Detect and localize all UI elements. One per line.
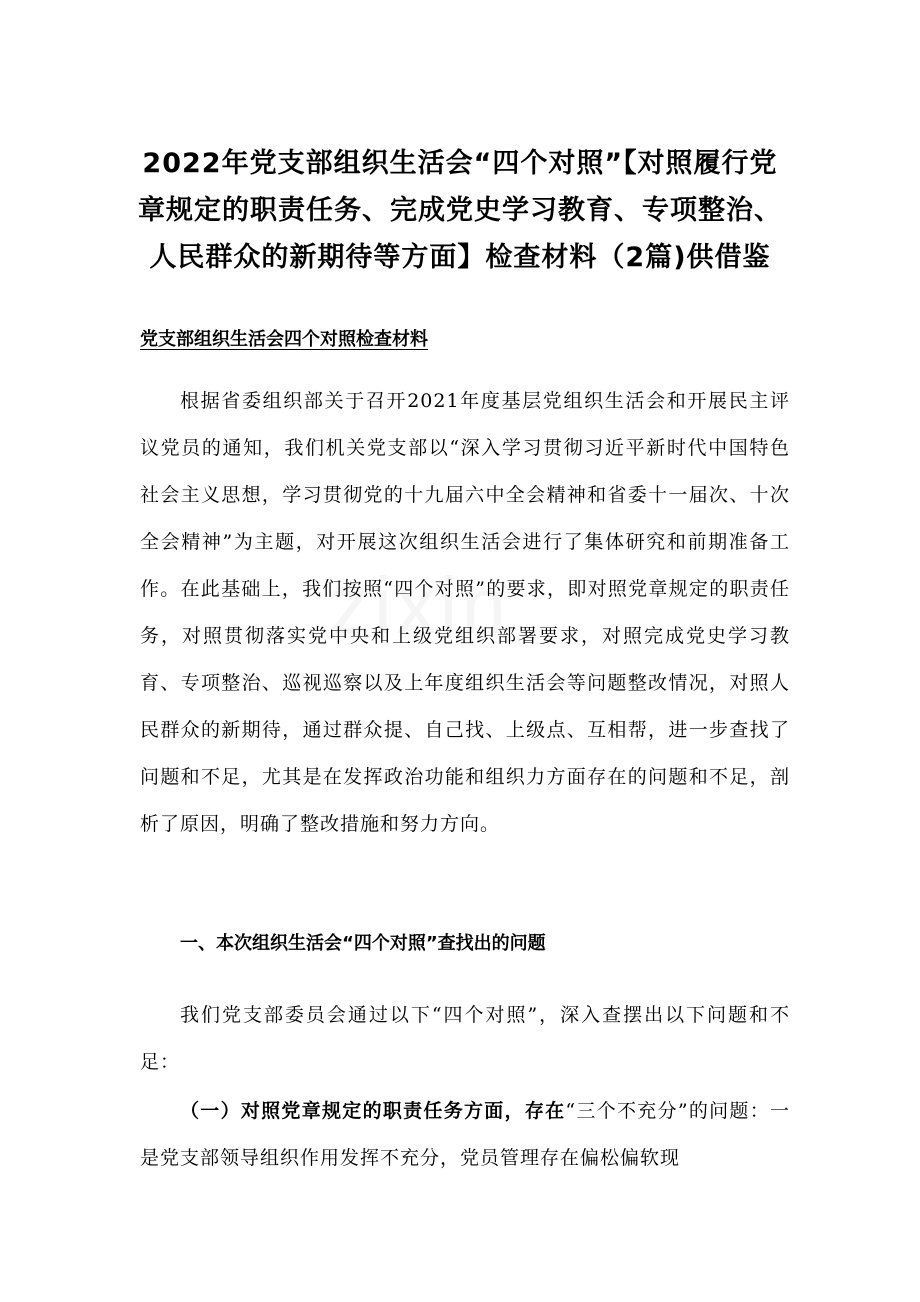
body-paragraph-1: 根据省委组织部关于召开2021年度基层党组织生活会和开展民主评议党员的通知，我们机关党支部以“深入学习贯彻习近平新时代中国特色社会主义思想，学习贯彻党的十九届六中全会精神和省委十一届次、十次全会精神”为主题，对开展这次组织生活会进行了集体研究和前期准备工作。在此基础上，我们按照“四个对照”的要求，即对照党章规定的职责任务，对照贯彻落实党中央和上级党组织部署要求，对照完成党史学习教育、专项整治、巡视巡察以及上年度组织生活会等问题整改情况，对照人民群众的新期待，通过群众提、自己找、上级点、互相帮，进一步查找了问题和不足，尤其是在发挥政治功能和组织力方面存在的问题和不足，剖析了原因，明确了整改措施和努力方向。 xyxy=(140,390,790,835)
section-heading-1: 一、本次组织生活会“四个对照”查找出的问题 xyxy=(180,933,546,954)
body-paragraph-2: 我们党支部委员会通过以下“四个对照”，深入查摆出以下问题和不足： xyxy=(140,1004,790,1073)
document-title: 2022年党支部组织生活会“四个对照”【对照履行党章规定的职责任务、完成党史学习教育、专项整治、人民群众的新期待等方面】检查材料（2篇)供借鉴 xyxy=(138,148,782,273)
document-subtitle: 党支部组织生活会四个对照检查材料 xyxy=(140,329,428,350)
body-paragraph-3 xyxy=(140,1088,790,1182)
paragraph-3-text: “三个不充分”的问题：一是党支部领导组织作用发挥不充分，党员管理存在偏松偏软现 xyxy=(140,1100,790,1169)
paragraph-3-bold-lead: （一）对照党章规定的职责任务方面，存在 xyxy=(180,1100,566,1122)
watermark: zixin xyxy=(330,561,511,650)
